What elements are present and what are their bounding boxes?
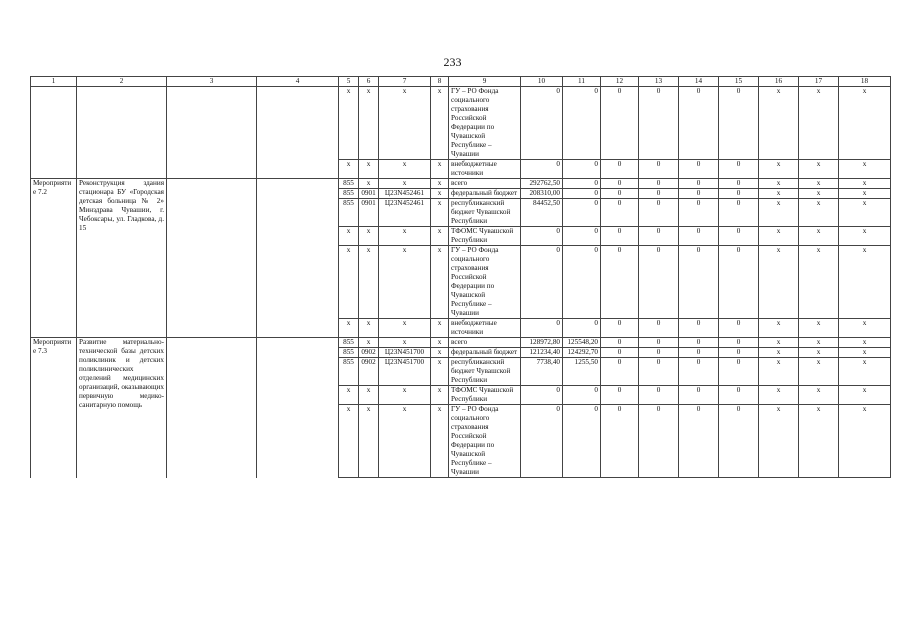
- value-cell: 0: [679, 160, 719, 179]
- funding-source-cell: республиканский бюджет Чувашской Республики: [449, 358, 521, 386]
- value-cell: 0: [521, 319, 563, 338]
- column-header: 3: [167, 77, 257, 87]
- column-header: 13: [639, 77, 679, 87]
- value-cell: 0: [679, 189, 719, 199]
- value-cell: 0: [563, 189, 601, 199]
- value-cell: 7738,40: [521, 358, 563, 386]
- value-cell: 0: [679, 405, 719, 478]
- funding-source-cell: ГУ – РО Фонда социального страхования Российской Федерации по Чувашской Республике – Чувашии: [449, 246, 521, 319]
- value-cell: x: [839, 87, 891, 160]
- expense-type-cell: x: [431, 338, 449, 348]
- value-cell: x: [799, 227, 839, 246]
- value-cell: 0: [719, 338, 759, 348]
- value-cell: 0: [719, 227, 759, 246]
- column-header: 9: [449, 77, 521, 87]
- value-cell: x: [759, 160, 799, 179]
- target-article-cell: x: [379, 319, 431, 338]
- value-cell: 0: [563, 179, 601, 189]
- value-cell: x: [799, 199, 839, 227]
- column-header: 15: [719, 77, 759, 87]
- value-cell: x: [759, 179, 799, 189]
- value-cell: 0: [719, 348, 759, 358]
- value-cell: 0: [719, 160, 759, 179]
- section-cell: x: [359, 227, 379, 246]
- header-row: [31, 77, 891, 87]
- value-cell: 0: [679, 87, 719, 160]
- grbs-cell: x: [339, 319, 359, 338]
- column-header: 17: [799, 77, 839, 87]
- expense-type-cell: x: [431, 348, 449, 358]
- funding-source-cell: республиканский бюджет Чувашской Республики: [449, 199, 521, 227]
- value-cell: 0: [563, 199, 601, 227]
- value-cell: 0: [601, 160, 639, 179]
- funding-source-cell: ГУ – РО Фонда социального страхования Российской Федерации по Чувашской Республике – Чувашии: [449, 405, 521, 478]
- funding-source-cell: федеральный бюджет: [449, 189, 521, 199]
- value-cell: x: [799, 87, 839, 160]
- column-header: 2: [77, 77, 167, 87]
- value-cell: 0: [639, 338, 679, 348]
- value-cell: 0: [563, 160, 601, 179]
- value-cell: 0: [679, 386, 719, 405]
- value-cell: 0: [639, 246, 679, 319]
- value-cell: 0: [679, 246, 719, 319]
- value-cell: 0: [639, 348, 679, 358]
- value-cell: 0: [719, 246, 759, 319]
- value-cell: 0: [679, 319, 719, 338]
- target-article-cell: Ц23N451700: [379, 358, 431, 386]
- section-cell: x: [359, 386, 379, 405]
- value-cell: x: [839, 160, 891, 179]
- measure-title: Реконструкция здания стационара БУ «Городская детская больница № 2» Минздрава Чувашии, г. Чебоксары, ул. Гладкова, д. 15: [77, 179, 167, 338]
- value-cell: 0: [679, 179, 719, 189]
- value-cell: x: [759, 246, 799, 319]
- empty-cell: [257, 179, 339, 338]
- value-cell: 0: [601, 87, 639, 160]
- column-header: 5: [339, 77, 359, 87]
- value-cell: 0: [719, 358, 759, 386]
- target-article-cell: x: [379, 179, 431, 189]
- table-row: [31, 179, 891, 189]
- value-cell: 208310,00: [521, 189, 563, 199]
- measure-label-cell: [31, 87, 77, 179]
- value-cell: x: [759, 358, 799, 386]
- section-cell: 0902: [359, 348, 379, 358]
- value-cell: 0: [639, 199, 679, 227]
- section-cell: 0901: [359, 199, 379, 227]
- budget-table: [30, 76, 891, 478]
- expense-type-cell: x: [431, 189, 449, 199]
- value-cell: 121234,40: [521, 348, 563, 358]
- value-cell: 0: [601, 386, 639, 405]
- empty-cell: [167, 338, 257, 478]
- value-cell: x: [839, 199, 891, 227]
- column-header: 18: [839, 77, 891, 87]
- column-header: 12: [601, 77, 639, 87]
- empty-cell: [167, 179, 257, 338]
- value-cell: x: [839, 348, 891, 358]
- section-cell: 0902: [359, 358, 379, 386]
- column-header: 1: [31, 77, 77, 87]
- column-header: 16: [759, 77, 799, 87]
- empty-cell: [257, 338, 339, 478]
- target-article-cell: x: [379, 87, 431, 160]
- value-cell: 0: [719, 179, 759, 189]
- expense-type-cell: x: [431, 179, 449, 189]
- value-cell: 0: [639, 227, 679, 246]
- section-cell: x: [359, 338, 379, 348]
- value-cell: 0: [639, 179, 679, 189]
- value-cell: x: [799, 386, 839, 405]
- value-cell: 128972,80: [521, 338, 563, 348]
- value-cell: 0: [679, 358, 719, 386]
- target-article-cell: Ц23N452461: [379, 189, 431, 199]
- target-article-cell: x: [379, 338, 431, 348]
- expense-type-cell: x: [431, 246, 449, 319]
- value-cell: x: [759, 386, 799, 405]
- value-cell: 0: [521, 386, 563, 405]
- value-cell: 0: [563, 319, 601, 338]
- target-article-cell: x: [379, 386, 431, 405]
- value-cell: x: [759, 227, 799, 246]
- value-cell: x: [839, 319, 891, 338]
- section-cell: x: [359, 246, 379, 319]
- value-cell: 0: [563, 386, 601, 405]
- value-cell: 1255,50: [563, 358, 601, 386]
- value-cell: 0: [563, 227, 601, 246]
- value-cell: 0: [719, 386, 759, 405]
- expense-type-cell: x: [431, 199, 449, 227]
- value-cell: x: [799, 405, 839, 478]
- value-cell: 0: [521, 160, 563, 179]
- value-cell: 0: [601, 199, 639, 227]
- section-cell: 0901: [359, 189, 379, 199]
- value-cell: 0: [601, 189, 639, 199]
- grbs-cell: 855: [339, 199, 359, 227]
- value-cell: x: [799, 160, 839, 179]
- funding-source-cell: всего: [449, 179, 521, 189]
- value-cell: x: [759, 319, 799, 338]
- column-header: 14: [679, 77, 719, 87]
- value-cell: 0: [639, 319, 679, 338]
- target-article-cell: x: [379, 227, 431, 246]
- table-row: [31, 87, 891, 160]
- section-cell: x: [359, 319, 379, 338]
- value-cell: 0: [601, 319, 639, 338]
- value-cell: x: [759, 87, 799, 160]
- value-cell: 125548,20: [563, 338, 601, 348]
- column-header: 8: [431, 77, 449, 87]
- value-cell: 0: [719, 87, 759, 160]
- value-cell: 0: [639, 189, 679, 199]
- expense-type-cell: x: [431, 227, 449, 246]
- value-cell: 0: [563, 87, 601, 160]
- value-cell: 0: [639, 160, 679, 179]
- target-article-cell: Ц23N452461: [379, 199, 431, 227]
- target-article-cell: x: [379, 246, 431, 319]
- value-cell: 0: [719, 319, 759, 338]
- value-cell: x: [759, 348, 799, 358]
- value-cell: 0: [639, 87, 679, 160]
- funding-source-cell: всего: [449, 338, 521, 348]
- value-cell: 0: [679, 338, 719, 348]
- value-cell: 0: [679, 348, 719, 358]
- grbs-cell: 855: [339, 348, 359, 358]
- measure-label: Мероприятие 7.3: [31, 338, 77, 478]
- grbs-cell: x: [339, 246, 359, 319]
- section-cell: x: [359, 87, 379, 160]
- value-cell: 84452,50: [521, 199, 563, 227]
- value-cell: x: [839, 227, 891, 246]
- grbs-cell: x: [339, 227, 359, 246]
- expense-type-cell: x: [431, 386, 449, 405]
- value-cell: 0: [719, 405, 759, 478]
- grbs-cell: x: [339, 386, 359, 405]
- value-cell: x: [799, 246, 839, 319]
- value-cell: 292762,50: [521, 179, 563, 189]
- funding-source-cell: ТФОМС Чувашской Республики: [449, 386, 521, 405]
- value-cell: 0: [521, 227, 563, 246]
- value-cell: 0: [639, 358, 679, 386]
- value-cell: 0: [601, 227, 639, 246]
- value-cell: x: [799, 358, 839, 386]
- grbs-cell: x: [339, 160, 359, 179]
- value-cell: 0: [639, 386, 679, 405]
- column-header: 10: [521, 77, 563, 87]
- value-cell: x: [839, 386, 891, 405]
- value-cell: x: [799, 348, 839, 358]
- expense-type-cell: x: [431, 319, 449, 338]
- value-cell: x: [759, 338, 799, 348]
- value-cell: 0: [601, 338, 639, 348]
- expense-type-cell: x: [431, 358, 449, 386]
- column-header: 6: [359, 77, 379, 87]
- column-header: 11: [563, 77, 601, 87]
- funding-source-cell: внебюджетные источники: [449, 319, 521, 338]
- value-cell: 0: [563, 246, 601, 319]
- value-cell: 0: [601, 348, 639, 358]
- value-cell: 0: [563, 405, 601, 478]
- value-cell: 0: [719, 199, 759, 227]
- value-cell: x: [839, 179, 891, 189]
- value-cell: x: [799, 189, 839, 199]
- grbs-cell: 855: [339, 179, 359, 189]
- value-cell: x: [839, 338, 891, 348]
- section-cell: x: [359, 179, 379, 189]
- target-article-cell: x: [379, 160, 431, 179]
- value-cell: 0: [601, 405, 639, 478]
- page-number: 233: [443, 55, 462, 69]
- grbs-cell: 855: [339, 338, 359, 348]
- value-cell: 124292,70: [563, 348, 601, 358]
- funding-source-cell: ТФОМС Чувашской Республики: [449, 227, 521, 246]
- empty-cell: [167, 87, 257, 179]
- value-cell: x: [799, 179, 839, 189]
- expense-type-cell: x: [431, 160, 449, 179]
- value-cell: 0: [521, 87, 563, 160]
- value-cell: x: [799, 338, 839, 348]
- value-cell: 0: [601, 179, 639, 189]
- column-header: 4: [257, 77, 339, 87]
- value-cell: x: [839, 246, 891, 319]
- value-cell: x: [839, 358, 891, 386]
- value-cell: x: [799, 319, 839, 338]
- column-header: 7: [379, 77, 431, 87]
- funding-source-cell: внебюджетные источники: [449, 160, 521, 179]
- value-cell: x: [839, 405, 891, 478]
- measure-label: Мероприятие 7.2: [31, 179, 77, 338]
- funding-source-cell: ГУ – РО Фонда социального страхования Российской Федерации по Чувашской Республике – Чувашии: [449, 87, 521, 160]
- value-cell: 0: [601, 358, 639, 386]
- value-cell: 0: [639, 405, 679, 478]
- funding-source-cell: федеральный бюджет: [449, 348, 521, 358]
- value-cell: x: [759, 405, 799, 478]
- value-cell: 0: [719, 189, 759, 199]
- expense-type-cell: x: [431, 405, 449, 478]
- grbs-cell: x: [339, 405, 359, 478]
- measure-title: Развитие материально-технической базы детских поликлиник и детских поликлинических отделений медицинских организаций, оказывающих первичную медико-санитарную помощь: [77, 338, 167, 478]
- value-cell: 0: [679, 199, 719, 227]
- section-cell: x: [359, 405, 379, 478]
- value-cell: 0: [521, 405, 563, 478]
- grbs-cell: x: [339, 87, 359, 160]
- table-row: [31, 338, 891, 348]
- section-cell: x: [359, 160, 379, 179]
- measure-title-cell: [77, 87, 167, 179]
- value-cell: x: [839, 189, 891, 199]
- grbs-cell: 855: [339, 358, 359, 386]
- target-article-cell: x: [379, 405, 431, 478]
- value-cell: x: [759, 199, 799, 227]
- expense-type-cell: x: [431, 87, 449, 160]
- value-cell: 0: [601, 246, 639, 319]
- value-cell: 0: [679, 227, 719, 246]
- empty-cell: [257, 87, 339, 179]
- grbs-cell: 855: [339, 189, 359, 199]
- value-cell: 0: [521, 246, 563, 319]
- target-article-cell: Ц23N451700: [379, 348, 431, 358]
- value-cell: x: [759, 189, 799, 199]
